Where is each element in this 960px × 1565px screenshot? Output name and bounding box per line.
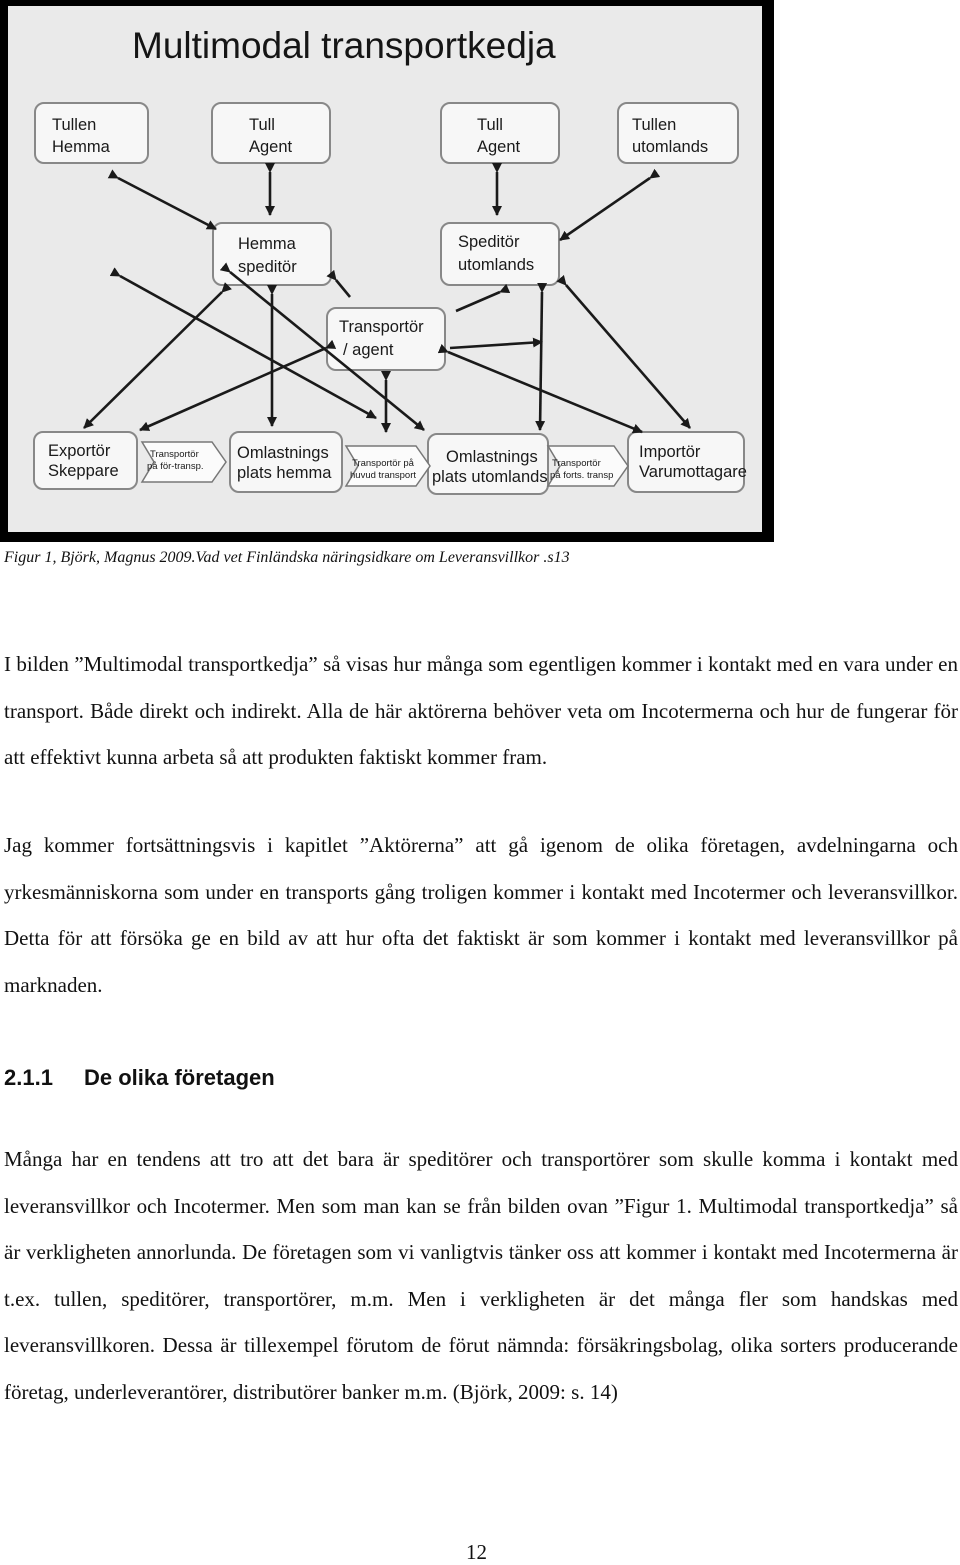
svg-text:Speditör: Speditör <box>458 233 520 251</box>
svg-text:Tull: Tull <box>249 116 275 134</box>
svg-text:Transportör: Transportör <box>150 449 199 460</box>
box-exportor-skeppare <box>34 432 137 489</box>
svg-text:Transportör: Transportör <box>339 318 424 336</box>
svg-text:Hemma: Hemma <box>238 235 296 253</box>
svg-text:utomlands: utomlands <box>458 256 535 274</box>
svg-text:huvud transport: huvud transport <box>350 470 417 481</box>
paragraph-intro: I bilden ”Multimodal transportkedja” så visas hur många som egentligen kommer i kontakt med en vara under en transport. Både direkt och indirekt. Alla de här aktörerna behöver veta om Incotermerna och hur de fungerar för att effektivt kunna arbeta så att produkten faktiskt kommer fram. <box>4 652 958 770</box>
page-number: 12 <box>466 1540 487 1564</box>
svg-text:Agent: Agent <box>249 138 293 156</box>
figure-multimodal-transportkedja <box>0 0 774 542</box>
figure-title: Multimodal transportkedja <box>132 25 556 66</box>
section-number: 2.1.1 <box>4 1065 53 1090</box>
svg-text:Transportör på: Transportör på <box>352 458 414 469</box>
box-tullen-utomlands <box>618 103 738 163</box>
svg-text:Tull: Tull <box>477 116 503 134</box>
box-tull-agent-1 <box>212 103 330 163</box>
box-hemma-speditor <box>213 223 331 285</box>
box-speditor-utomlands <box>441 223 559 285</box>
svg-text:Omlastnings: Omlastnings <box>237 444 329 462</box>
svg-text:på forts. transp: på forts. transp <box>550 470 614 481</box>
paragraph-aktorerna: Jag kommer fortsättningsvis i kapitlet ”Aktörerna” att gå igenom de olika företagen, avdelningarna och yrkesmänniskorna som under en transports gång troligen kommer i kontakt med Incotermer och leveransvillkor. Detta för att försöka ge en bild av att hur ofta det faktiskt är som kommer i kontakt med leveransvillkor på marknaden. <box>4 833 958 997</box>
svg-text:Importör: Importör <box>639 443 701 461</box>
svg-text:Skeppare: Skeppare <box>48 462 119 480</box>
svg-text:Varumottagare: Varumottagare <box>639 463 747 481</box>
svg-text:Hemma: Hemma <box>52 138 110 156</box>
box-tull-agent-2 <box>441 103 559 163</box>
svg-text:Agent: Agent <box>477 138 521 156</box>
box-transportor-agent <box>327 308 445 370</box>
section-title: De olika företagen <box>84 1065 275 1090</box>
paragraph-foretagen: Många har en tendens att tro att det bara är speditörer och transportörer som skulle komma i kontakt med leveransvillkor och Incotermer. Men som man kan se från bilden ovan ”Figur 1. Multimodal transportkedja” så är verkligheten annorlunda. De företagen som vi vanligtvis tänker oss att kommer i kontakt med Incotermerna är t.ex. tullen, speditörer, transportörer, m.m. Men i verkligheten är det många fler som handskas med leveransvillkoren. Dessa är tillexempel förutom de förut nämnda: försäkringsbolag, olika sorters producerande företag, underleverantörer, distributörer banker m.m. (Björk, 2009: s. 14) <box>4 1147 958 1404</box>
svg-text:Tullen: Tullen <box>52 116 97 134</box>
svg-text:plats hemma: plats hemma <box>237 464 332 482</box>
svg-text:speditör: speditör <box>238 258 297 276</box>
box-tullen-hemma <box>35 103 148 163</box>
svg-text:på för-transp.: på för-transp. <box>147 461 204 472</box>
svg-text:plats utomlands: plats utomlands <box>432 468 548 486</box>
svg-text:utomlands: utomlands <box>632 138 709 156</box>
svg-text:Transportör: Transportör <box>552 458 601 469</box>
section-heading <box>4 1065 275 1091</box>
svg-text:Exportör: Exportör <box>48 442 111 460</box>
figure-caption: Figur 1, Björk, Magnus 2009.Vad vet Finländska näringsidkare om Leveransvillkor .s13 <box>4 549 570 566</box>
svg-text:/ agent: / agent <box>343 341 394 359</box>
box-omlastning-hemma <box>230 432 342 492</box>
box-importor-varumottagare <box>628 432 747 492</box>
svg-text:Tullen: Tullen <box>632 116 677 134</box>
connector-fortransp <box>142 442 226 482</box>
svg-text:Omlastnings: Omlastnings <box>446 448 538 466</box>
box-omlastning-utomlands <box>428 434 548 494</box>
connector-fortstransp <box>548 446 628 486</box>
connector-huvudtransport <box>346 446 430 486</box>
